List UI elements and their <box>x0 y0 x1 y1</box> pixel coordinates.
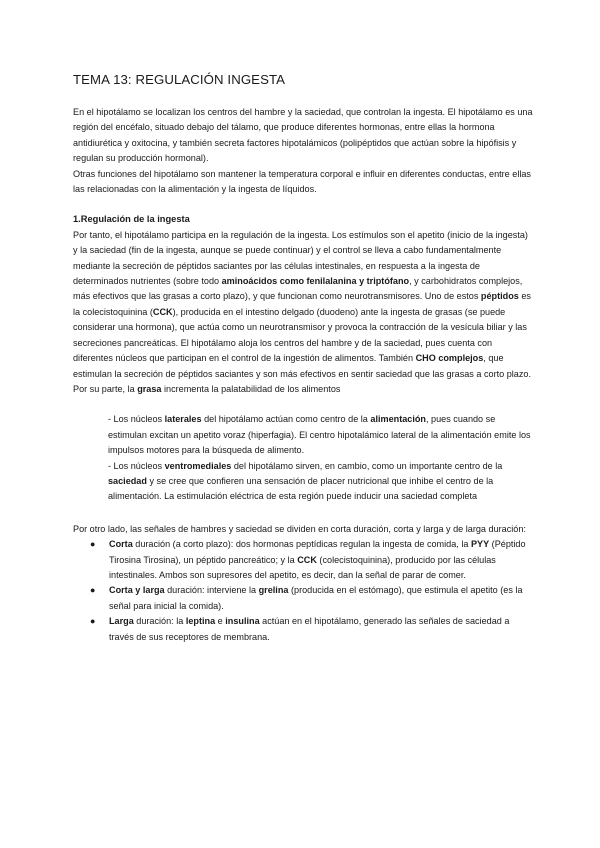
bullet-icon: ● <box>90 585 96 596</box>
list-item: ● Corta duración (a corto plazo): dos hormonas peptídicas regulan la ingesta de comida, la PYY (Péptido Tirosina Tirosina), un péptido pancreático; y la CCK (colecistoquinina), producido por las células intestinales. Ambos son supresores del apetito, es decir, dan la señal de parar de comer. <box>90 539 526 580</box>
section-heading-ingesta: 1.Regulación de la ingesta <box>73 214 190 225</box>
bullet-icon: ● <box>90 539 96 550</box>
section1-paragraph-2: Por su parte, la grasa incrementa la palatabilidad de los alimentos <box>73 383 341 394</box>
lateral-nuclei-item: - Los núcleos laterales del hipotálamo actúan como centro de la alimentación, pues cuando se estimulan excitan un apetito voraz (hiperfagia). El centro hipotalámico lateral de la alimentación emite los impulsos motores para la búsqueda de alimento. <box>108 414 531 456</box>
document-page <box>73 72 533 645</box>
ventromedial-nuclei-item: - Los núcleos ventromediales del hipotálamo sirven, en cambio, como un importante centro de la saciedad y se cree que confieren una sensación de placer nutricional que inhibe el centro de la alimentación. La estimulación eléctrica de esta región puede inducir una saciedad completa <box>108 460 503 502</box>
bullet-icon: ● <box>90 616 96 627</box>
signals-intro: Por otro lado, las señales de hambres y saciedad se dividen en corta duración, corta y larga y de larga duración: <box>73 523 526 534</box>
signals-list <box>73 537 533 645</box>
signals-section <box>73 522 533 645</box>
list-item: ● Corta y larga duración: interviene la grelina (producida en el estómago), que estimula el apetito (es la señal para inicial la comida). <box>90 585 523 611</box>
intro-block <box>73 105 533 197</box>
nuclei-block <box>108 412 533 504</box>
page-title: TEMA 13: REGULACIÓN INGESTA <box>73 72 286 87</box>
intro-paragraph-1: En el hipotálamo se localizan los centros del hambre y la saciedad, que controlan la ingesta. El hipotálamo es una región del encéfalo, situado debajo del tálamo, que produce diferentes hormonas, entre ellas la hormona antidiurética y oxitocina, y también secreta factores hipotalámicos (polipéptidos que actúan sobre la hipófisis y regulan su producción hormonal). <box>73 107 533 164</box>
intro-paragraph-2: Otras funciones del hipotálamo son mantener la temperatura corporal e influir en diferentes conductas, entre ellas las relacionadas con la alimentación y la ingesta de líquidos. <box>73 168 531 195</box>
section1-paragraph-1: Por tanto, el hipotálamo participa en la regulación de la ingesta. Los estímulos son el apetito (inicio de la ingesta) y la saciedad (fin de la ingesta, aunque se puede continuar) y el control se lleva a cabo fundamentalmente mediante la secreción de péptidos saciantes por las células intestinales, en respuesta a la ingesta de determinados nutrientes (sobre todo aminoácidos como fenilalanina y triptófano, y carbohidratos complejos, más efectivos que las grasas a corto plazo), y que funcionan como neurotransmisores. Uno de estos péptidos es la colecistoquinina (CCK), producida en el intestino delgado (duodeno) ante la ingesta de grasas (se puede considerar una hormona), que actúa como un neurotransmisor y provoca la contracción de la vesícula biliar y las secreciones pancreáticas. El hipotálamo aloja los centros del hambre y de la saciedad, pues cuenta con diferentes núcleos que participan en el control de la ingestión de alimentos. También CHO complejos, que estimulan la secreción de péptidos saciantes y son más efectivos en sentir saciedad que las grasas a corto plazo. <box>73 229 531 379</box>
list-item: ● Larga duración: la leptina e insulina actúan en el hipotálamo, generado las señales de saciedad a través de sus receptores de membrana. <box>90 616 510 642</box>
